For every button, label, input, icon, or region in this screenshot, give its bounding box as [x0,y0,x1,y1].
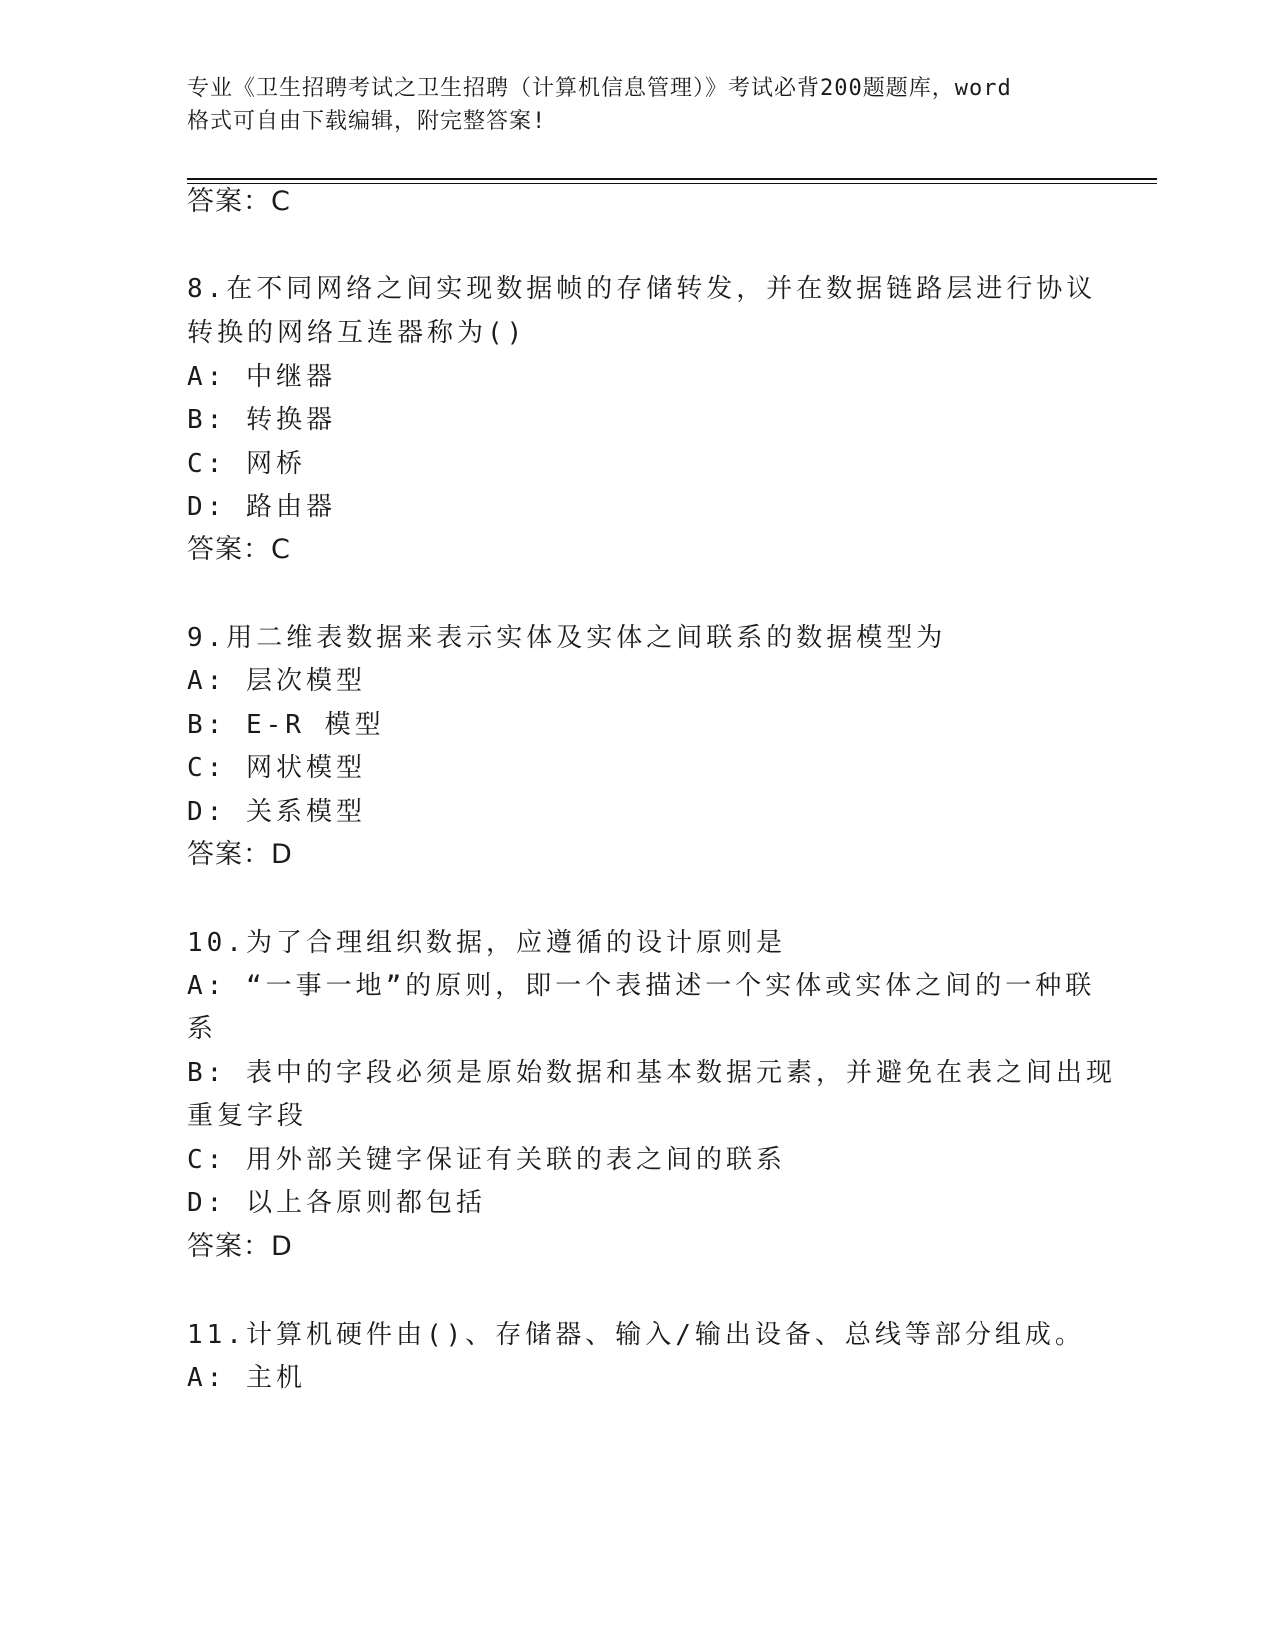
q10-option-a-line-1: A: “一事一地”的原则，即一个表描述一个实体或实体之间的一种联 [187,971,1096,1001]
q10-option-b-line-2: 重复字段 [187,1101,308,1131]
q8-option-c: C: 网桥 [187,449,306,479]
q8-option-b: B: 转换器 [187,405,336,435]
previous-answer: 答案：C [187,186,291,217]
q9-answer: 答案：D [187,839,293,870]
header-divider-thick [187,178,1157,180]
q9-option-a: A: 层次模型 [187,666,366,696]
q10-option-d: D: 以上各原则都包括 [187,1188,486,1218]
q8-option-d: D: 路由器 [187,492,336,522]
document-page [187,0,1157,1650]
q10-answer: 答案：D [187,1231,293,1262]
header-divider-thin [187,183,1157,184]
q11-stem-line-1: 11.计算机硬件由()、存储器、输入/输出设备、总线等部分组成。 [187,1320,1085,1350]
q11-option-a: A: 主机 [187,1363,306,1393]
q9-option-d: D: 关系模型 [187,797,366,827]
q9-option-b: B: E-R 模型 [187,710,385,740]
document-header [187,72,1107,138]
q8-stem-line-2: 转换的网络互连器称为() [187,318,527,348]
q8-answer: 答案：C [187,534,291,565]
q10-option-a-line-2: 系 [187,1014,218,1044]
q8-stem-line-1: 8.在不同网络之间实现数据帧的存储转发，并在数据链路层进行协议 [187,274,1097,304]
q10-stem-line-1: 10.为了合理组织数据，应遵循的设计原则是 [187,928,786,958]
header-line-1: 专业《卫生招聘考试之卫生招聘（计算机信息管理）》考试必背200题题库，word [187,76,1012,101]
q9-stem-line-1: 9.用二维表数据来表示实体及实体之间联系的数据模型为 [187,623,947,653]
q10-option-b-line-1: B: 表中的字段必须是原始数据和基本数据元素，并避免在表之间出现 [187,1058,1116,1088]
q10-option-c: C: 用外部关键字保证有关联的表之间的联系 [187,1145,786,1175]
header-line-2: 格式可自由下载编辑，附完整答案! [187,109,547,134]
q8-option-a: A: 中继器 [187,362,336,392]
q9-option-c: C: 网状模型 [187,753,366,783]
